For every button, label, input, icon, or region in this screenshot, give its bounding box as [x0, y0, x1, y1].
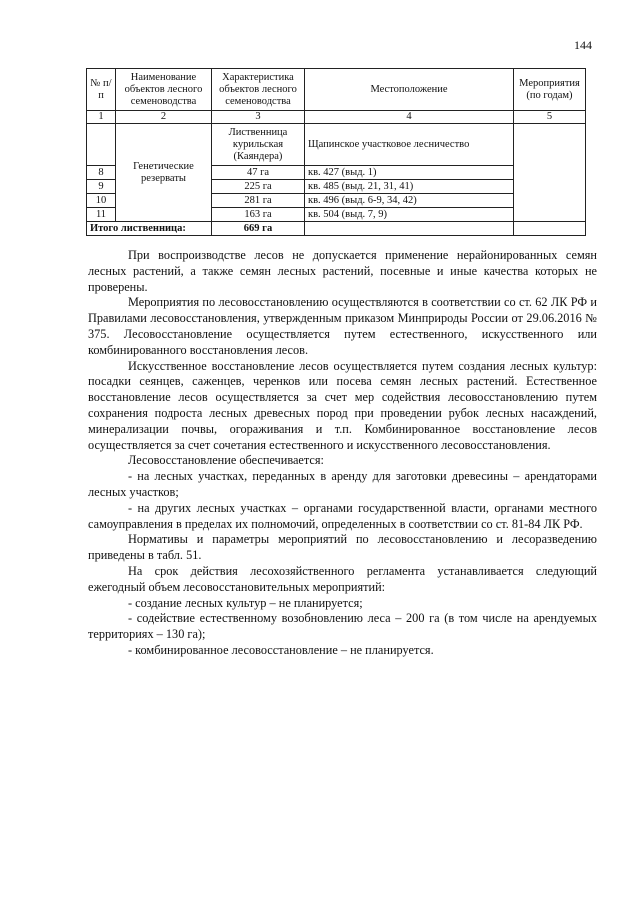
col-number: 2: [116, 111, 212, 124]
row-location: кв. 427 (выд. 1): [305, 166, 514, 180]
paragraph: - содействие естественному возобновлению леса – 200 га (в том числе на арендуемых территориях – 130 га);: [88, 611, 597, 642]
table-header-row: [87, 69, 586, 111]
row-num: 10: [87, 194, 116, 208]
measures-cell: [514, 124, 586, 222]
row-area: 281 га: [212, 194, 305, 208]
header-location: Местоположение: [305, 69, 514, 111]
paragraph: При воспроизводстве лесов не допускается применение нерайонированных семян лесных растений, а также семян лесных растений, посевные и иные качества которых не проверены.: [88, 248, 597, 294]
row-area: 163 га: [212, 208, 305, 222]
total-row: [87, 222, 586, 236]
cell-empty: [305, 222, 514, 236]
object-name: Генетические резерваты: [116, 124, 212, 222]
col-number: 1: [87, 111, 116, 124]
paragraph: - на других лесных участках – органами государственной власти, органами местного самоуправления в пределах их полномочий, определенных в соответствии со ст. 81-84 ЛК РФ.: [88, 500, 597, 531]
row-num: 11: [87, 208, 116, 222]
header-measures: Мероприятия (по годам): [514, 69, 586, 111]
cell-empty: [87, 124, 116, 166]
body-text: [88, 248, 597, 659]
paragraph: Мероприятия по лесовосстановлению осуществляются в соответствии со ст. 62 ЛК РФ и Правилами лесовосстановления, утвержденным приказом Минприроды России от 29.06.2016 № 375. Лесовосстановление осуществляется путем естественного, искусственного или комбинированного восстановления лесов.: [88, 295, 597, 357]
column-numbers-row: [87, 111, 586, 124]
row-location: кв. 485 (выд. 21, 31, 41): [305, 180, 514, 194]
col-number: 4: [305, 111, 514, 124]
paragraph: - на лесных участках, переданных в аренду для заготовки древесины – арендаторами лесных участков;: [88, 469, 597, 499]
page-number: 144: [574, 38, 592, 52]
row-num: 9: [87, 180, 116, 194]
paragraph: - создание лесных культур – не планируется;: [128, 595, 363, 610]
paragraph: На срок действия лесохозяйственного регламента устанавливается следующий ежегодный объем лесовосстановительных мероприятий:: [88, 563, 597, 594]
total-value: 669 га: [212, 222, 305, 236]
header-name: Наименование объектов лесного семеноводства: [116, 69, 212, 111]
header-characteristic: Характеристика объектов лесного семеноводства: [212, 69, 305, 111]
paragraph: Нормативы и параметры мероприятий по лесовосстановлению и лесоразведению приведены в табл. 51.: [88, 532, 597, 563]
paragraph: - комбинированное лесовосстановление – не планируется.: [128, 642, 434, 657]
row-location: кв. 496 (выд. 6-9, 34, 42): [305, 194, 514, 208]
col-number: 3: [212, 111, 305, 124]
col-number: 5: [514, 111, 586, 124]
header-num: № п/п: [87, 69, 116, 111]
row-num: 8: [87, 166, 116, 180]
row-area: 47 га: [212, 166, 305, 180]
row-area: 225 га: [212, 180, 305, 194]
paragraph: Искусственное восстановление лесов осуществляется путем создания лесных культур: посадки сеянцев, саженцев, черенков или посева семян лесных растений. Естественное восстановление лесов осуществляется за счет мер содействия лесовосстановлению путем сохранения подроста лесных древесных пород при проведении рубок лесных насаждений, минерализации почвы, огораживания и т.п. Комбинированное восстановление лесов осуществляется за счет сочетания естественного и искусственного лесовосстановления.: [88, 358, 597, 452]
cell-empty: [514, 222, 586, 236]
species-name: Лиственница курильская (Каяндера): [212, 124, 305, 166]
paragraph: Лесовосстановление обеспечивается:: [128, 453, 324, 468]
species-group-row: [87, 124, 586, 166]
seed-objects-table: [86, 68, 586, 236]
district-name: Щапинское участковое лесничество: [305, 124, 514, 166]
total-label: Итого лиственница:: [87, 222, 212, 236]
row-location: кв. 504 (выд. 7, 9): [305, 208, 514, 222]
